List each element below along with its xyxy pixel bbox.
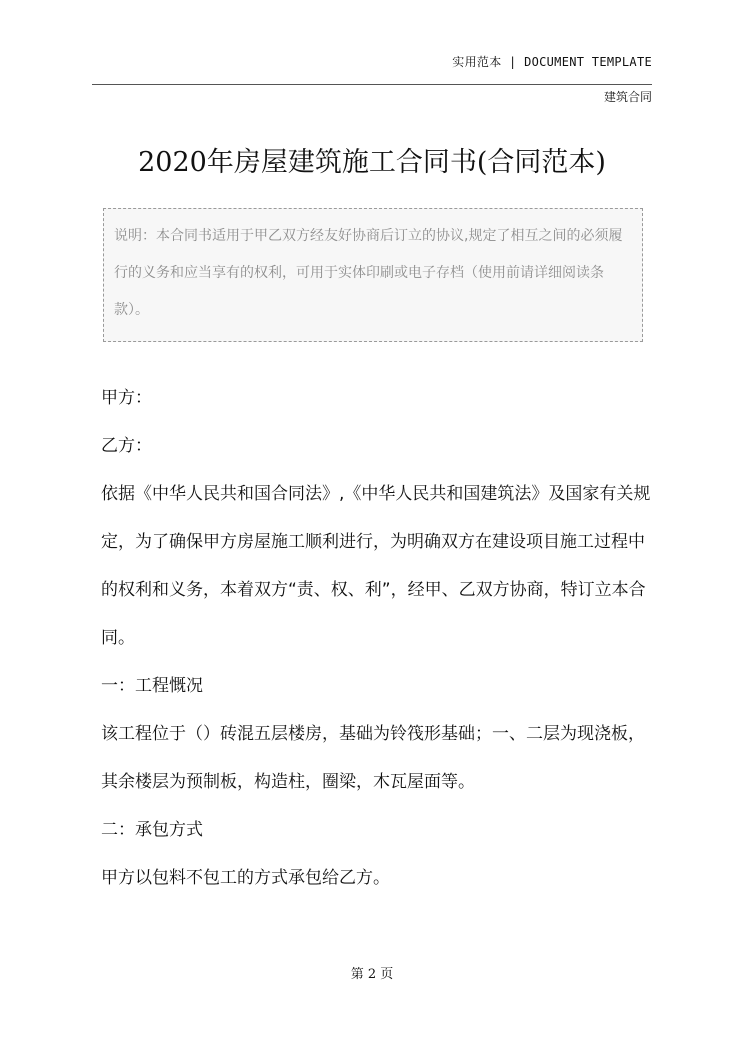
header-divider bbox=[92, 84, 652, 85]
document-title: 2020年房屋建筑施工合同书(合同范本) bbox=[138, 147, 606, 178]
section-heading-2: 二：承包方式 bbox=[101, 820, 203, 840]
contracting-method-paragraph: 甲方以包料不包工的方式承包给乙方。 bbox=[101, 868, 390, 888]
party-b-line: 乙方： bbox=[101, 436, 152, 456]
party-a-line: 甲方： bbox=[101, 388, 152, 408]
preamble-paragraph: 依据《中华人民共和国合同法》,《中华人民共和国建筑法》及国家有关规定，为了确保甲方房屋施工顺利进行，为明确双方在建设项目施工过程中的权利和义务，本着双方“责、权、利”，经甲、乙双方协商，特订立本合同。 bbox=[101, 484, 651, 648]
section-heading-1: 一：工程慨况 bbox=[101, 676, 203, 696]
header-category: 建筑合同 bbox=[603, 90, 652, 104]
description-box bbox=[103, 208, 643, 342]
project-overview-paragraph: 该工程位于（）砖混五层楼房，基础为铃筏形基础；一、二层为现浇板，其余楼层为预制板，构造柱，圈梁，木瓦屋面等。 bbox=[101, 724, 645, 792]
header-template-label: 实用范本 | DOCUMENT TEMPLATE bbox=[452, 55, 652, 69]
description-text: 说明：本合同书适用于甲乙双方经友好协商后订立的协议,规定了相互之间的必须履行的义务和应当享有的权利，可用于实体印刷或电子存档（使用前请详细阅读条款）。 bbox=[114, 228, 623, 318]
page-number: 第 2 页 bbox=[350, 967, 394, 982]
contract-body bbox=[101, 374, 661, 902]
